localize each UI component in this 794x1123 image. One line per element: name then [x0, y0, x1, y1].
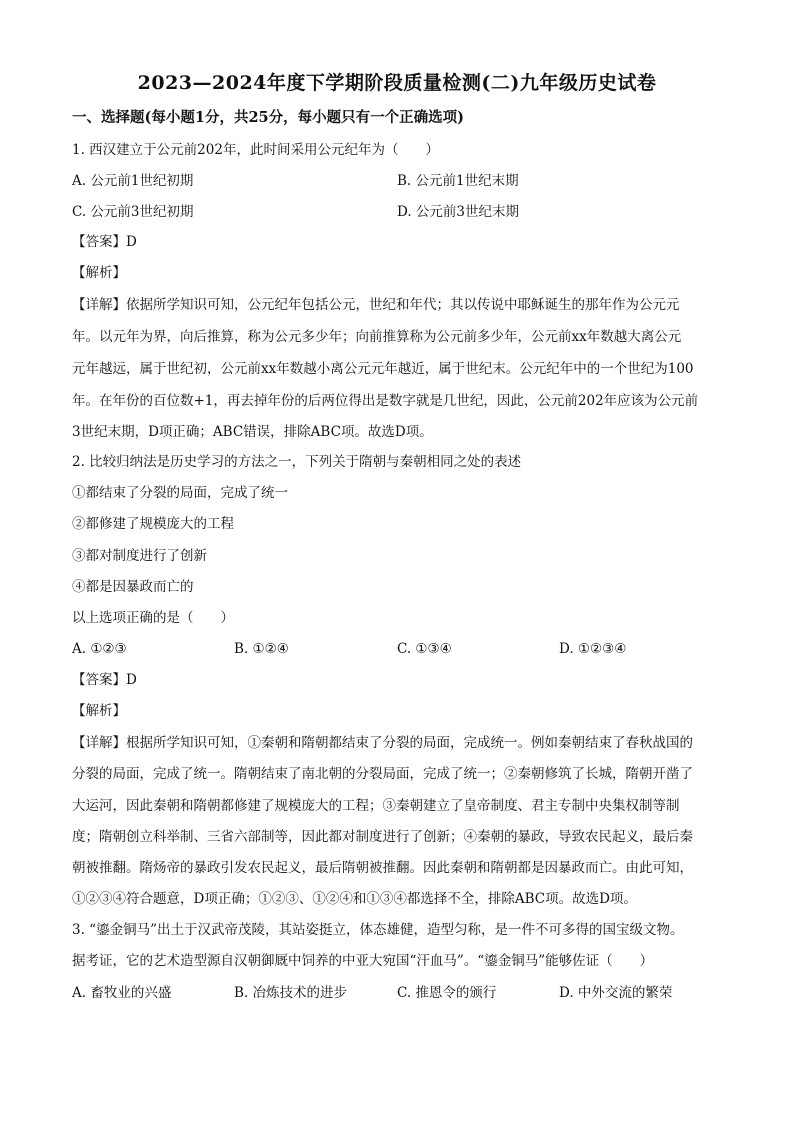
question-2-answer: 【答案】D: [72, 672, 137, 688]
question-2-option-d: D. ①②③④: [559, 641, 627, 657]
question-3-stem-line: 3. “鎏金铜马”出土于汉武帝茂陵，其站姿挺立，体态雄健，造型匀称，是一件不可多得的国宝级文物。: [72, 922, 684, 938]
question-3-stem-line: 据考证，它的艺术造型源自汉朝御厩中饲养的中亚大宛国“汗血马”。“鎏金铜马”能够佐证（ ）: [72, 953, 654, 969]
question-1-detail-line: 年。在年份的百位数+1，再去掉年份的后两位得出是数字就是几世纪，因此，公元前202年应该为公元前: [72, 393, 699, 409]
question-2-stem: 2. 比较归纳法是历史学习的方法之一，下列关于隋朝与秦朝相同之处的表述: [72, 454, 522, 470]
question-3-option-b: B. 冶炼技术的进步: [234, 985, 348, 1001]
question-1-detail-line: 3世纪末期，D项正确；ABC错误，排除ABC项。故选D项。: [72, 424, 433, 440]
question-2-item: ④都是因暴政而亡的: [72, 579, 194, 595]
question-1-option-b: B. 公元前1世纪末期: [397, 173, 519, 189]
question-3-option-d: D. 中外交流的繁荣: [559, 985, 673, 1001]
question-3-option-c: C. 推恩令的颁行: [397, 985, 497, 1001]
question-1-option-c: C. 公元前3世纪初期: [72, 204, 194, 220]
page-title: 2023—2024年度下学期阶段质量检测(二)九年级历史试卷: [137, 72, 657, 94]
question-2-detail-line: 度；隋朝创立科举制、三省六部制等，因此都对制度进行了创新；④秦朝的暴政，导致农民起义，最后秦: [72, 829, 693, 845]
question-1-detail-line: 年。以元年为界，向后推算，称为公元多少年；向前推算称为公元前多少年，公元前xx年数越大离公元: [72, 329, 682, 345]
question-2-item: ①都结束了分裂的局面，完成了统一: [72, 485, 288, 501]
question-1-answer: 【答案】D: [72, 234, 137, 250]
question-1-option-a: A. 公元前1世纪初期: [72, 173, 194, 189]
question-2-detail-line: 朝被推翻。隋炀帝的暴政引发农民起义，最后隋朝被推翻。因此秦朝和隋朝都是因暴政而亡。由此可知，: [72, 860, 693, 876]
question-3-option-a: A. 畜牧业的兴盛: [72, 985, 172, 1001]
question-2-option-c: C. ①③④: [397, 641, 452, 657]
question-2-detail-line: 大运河，因此秦朝和隋朝都修建了规模庞大的工程；③秦朝建立了皇帝制度、君主专制中央集权制等制: [72, 798, 680, 814]
section-heading: 一、选择题(每小题1分，共25分，每小题只有一个正确选项): [72, 109, 464, 126]
question-1-stem: 1. 西汉建立于公元前202年，此时间采用公元纪年为（ ）: [72, 142, 439, 158]
question-2-detail-line: 【详解】根据所学知识可知，①秦朝和隋朝都结束了分裂的局面，完成统一。例如秦朝结束了春秋战国的: [72, 735, 693, 751]
question-2-detail-line: 分裂的局面，完成了统一。隋朝结束了南北朝的分裂局面，完成了统一；②秦朝修筑了长城，隋朝开凿了: [72, 766, 693, 782]
question-1-detail-line: 元年越远，属于世纪初，公元前xx年数越小离公元元年越近，属于世纪末。公元纪年中的一个世纪为100: [72, 361, 694, 377]
question-1-option-d: D. 公元前3世纪末期: [397, 204, 520, 220]
question-2-option-b: B. ①②④: [234, 641, 289, 657]
question-2-item: ②都修建了规模庞大的工程: [72, 516, 234, 532]
question-2-analysis-label: 【解析】: [72, 703, 126, 719]
question-2-option-a: A. ①②③: [72, 641, 127, 657]
question-2-prompt: 以上选项正确的是（ ）: [72, 610, 234, 626]
question-2-detail-line: ①②③④符合题意，D项正确；①②③、①②④和①③④都选择不全，排除ABC项。故选D项。: [72, 891, 637, 907]
question-1-detail-line: 【详解】依据所学知识可知，公元纪年包括公元，世纪和年代；其以传说中耶稣诞生的那年作为公元元: [72, 297, 680, 313]
question-2-item: ③都对制度进行了创新: [72, 548, 207, 564]
question-1-analysis-label: 【解析】: [72, 265, 126, 281]
